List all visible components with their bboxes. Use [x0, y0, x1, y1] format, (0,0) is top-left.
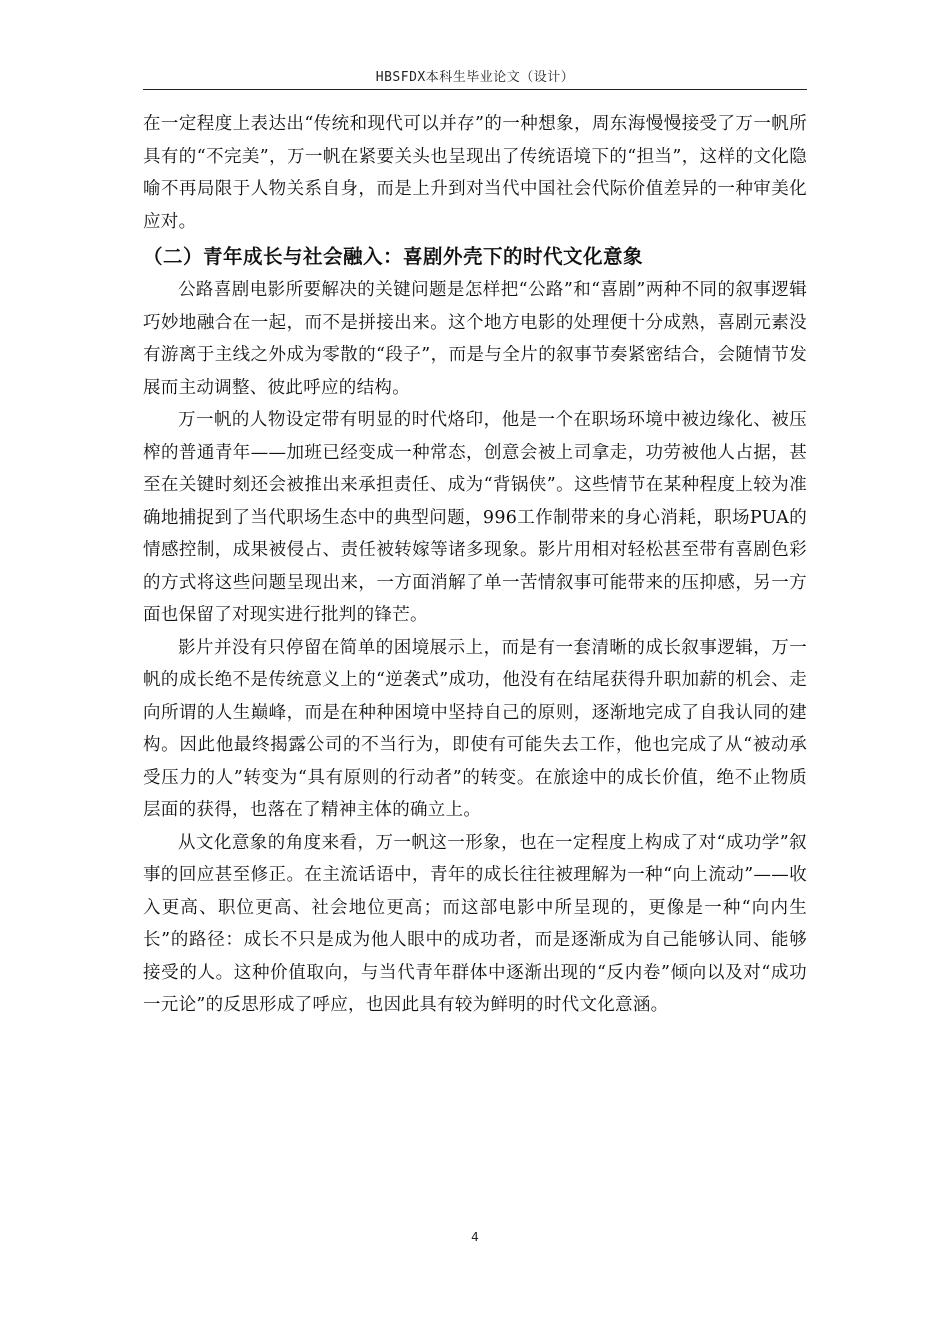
page-number: 4 [471, 1230, 479, 1244]
header-divider [143, 89, 807, 90]
paragraph-1: 公路喜剧电影所要解决的关键问题是怎样把“公路”和“喜剧”两种不同的叙事逻辑巧妙地融合在一起，而不是拼接出来。这个地方电影的处理便十分成熟，喜剧元素没有游离于主线之外成为零散的“段子”，而是与全片的叙事节奏紧密结合，会随情节发展而主动调整、彼此呼应的结构。 [143, 280, 807, 398]
paragraph-continued: 在一定程度上表达出“传统和现代可以并存”的一种想象，周东海慢慢接受了万一帆所具有的“不完美”，万一帆在紧要关头也呈现出了传统语境下的“担当”，这样的文化隐喻不再局限于人物关系自身，而是上升到对当代中国社会代际价值差异的一种审美化应对。 [143, 114, 807, 232]
body-text [143, 108, 807, 1022]
section-heading: （二）青年成长与社会融入：喜剧外壳下的时代文化意象 [143, 245, 644, 268]
paragraph-3: 影片并没有只停留在简单的困境展示上，而是有一套清晰的成长叙事逻辑，万一帆的成长绝不是传统意义上的“逆袭式”成功，他没有在结尾获得升职加薪的机会、走向所谓的人生巅峰，而是在种种困境中坚持自己的原则，逐渐地完成了自我认同的建构。因此他最终揭露公司的不当行为，即使有可能失去工作，他也完成了从“被动承受压力的人”转变为“具有原则的行动者”的转变。在旅途中的成长价值，绝不止物质层面的获得，也落在了精神主体的确立上。 [143, 637, 807, 820]
paragraph-2: 万一帆的人物设定带有明显的时代烙印，他是一个在职场环境中被边缘化、被压榨的普通青年——加班已经变成一种常态，创意会被上司拿走，功劳被他人占据，甚至在关键时刻还会被推出来承担责任、成为“背锅侠”。这些情节在某种程度上较为准确地捕捉到了当代职场生态中的典型问题，996工作制带来的身心消耗，职场PUA的情感控制，成果被侵占、责任被转嫁等诸多现象。影片用相对轻松甚至带有喜剧色彩的方式将这些问题呈现出来，一方面消解了单一苦情叙事可能带来的压抑感，另一方面也保留了对现实进行批判的锋芒。 [143, 410, 807, 625]
page-header-title: HBSFDX本科生毕业论文（设计） [375, 70, 575, 85]
paragraph-4: 从文化意象的角度来看，万一帆这一形象，也在一定程度上构成了对“成功学”叙事的回应甚至修正。在主流话语中，青年的成长往往被理解为一种“向上流动”——收入更高、职位更高、社会地位更高；而这部电影中所呈现的，更像是一种“向内生长”的路径：成长不只是成为他人眼中的成功者，而是逐渐成为自己能够认同、能够接受的人。这种价值取向，与当代青年群体中逐渐出现的“反内卷”倾向以及对“成功一元论”的反思形成了呼应，也因此具有较为鲜明的时代文化意涵。 [143, 832, 807, 1015]
